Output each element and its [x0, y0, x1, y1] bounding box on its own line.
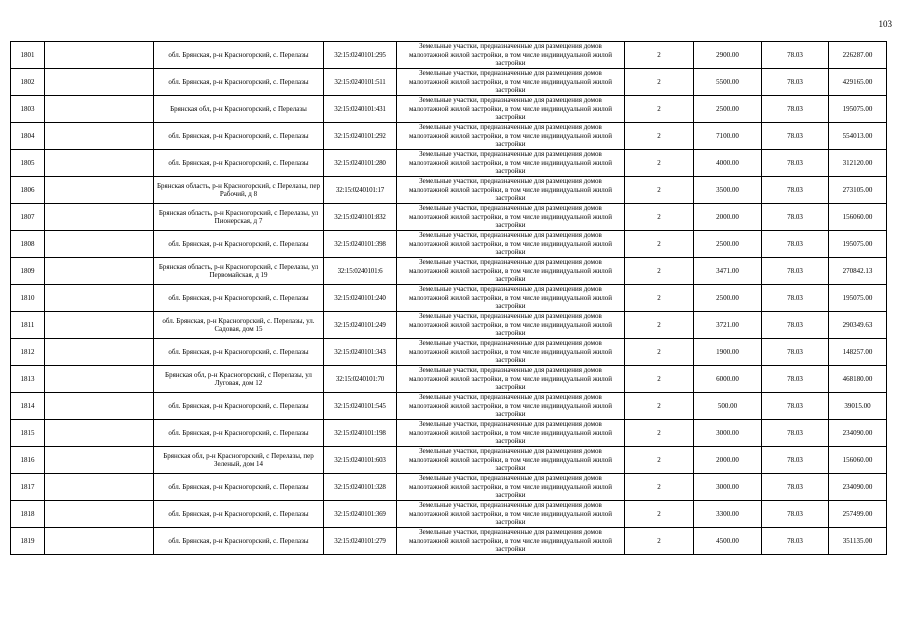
- address-cell: обл. Брянская, р-н Красногорский, с. Перелазы, ул. Садовая, дом 15: [154, 312, 324, 339]
- cadastral-value-cell: 273105.00: [829, 177, 887, 204]
- row-number-cell: 1808: [11, 231, 45, 258]
- cadastral-value-cell: 39015.00: [829, 393, 887, 420]
- row-number-cell: 1816: [11, 447, 45, 474]
- land-use-description-cell: Земельные участки, предназначенные для размещения домов малоэтажной жилой застройки, в том числе индивидуальной жилой застройки: [397, 366, 625, 393]
- rate-cell: 78.03: [762, 204, 829, 231]
- area-cell: 1900.00: [694, 339, 762, 366]
- empty-cell: [45, 42, 154, 69]
- land-use-description-cell: Земельные участки, предназначенные для размещения домов малоэтажной жилой застройки, в том числе индивидуальной жилой застройки: [397, 42, 625, 69]
- table-row: [11, 393, 887, 420]
- cadastral-value-cell: 195075.00: [829, 96, 887, 123]
- address-cell: обл. Брянская, р-н Красногорский, с. Перелазы: [154, 123, 324, 150]
- category-code-cell: 2: [625, 447, 694, 474]
- table-row: [11, 366, 887, 393]
- cadastral-number-cell: 32:15:0240101:343: [324, 339, 397, 366]
- category-code-cell: 2: [625, 69, 694, 96]
- cadastral-number-cell: 32:15:0240101:369: [324, 501, 397, 528]
- cadastral-value-cell: 148257.00: [829, 339, 887, 366]
- category-code-cell: 2: [625, 366, 694, 393]
- rate-cell: 78.03: [762, 474, 829, 501]
- land-use-description-cell: Земельные участки, предназначенные для размещения домов малоэтажной жилой застройки, в том числе индивидуальной жилой застройки: [397, 96, 625, 123]
- empty-cell: [45, 474, 154, 501]
- category-code-cell: 2: [625, 231, 694, 258]
- row-number-cell: 1801: [11, 42, 45, 69]
- cadastral-value-cell: 429165.00: [829, 69, 887, 96]
- area-cell: 3500.00: [694, 177, 762, 204]
- row-number-cell: 1805: [11, 150, 45, 177]
- row-number-cell: 1814: [11, 393, 45, 420]
- table-row: [11, 204, 887, 231]
- rate-cell: 78.03: [762, 123, 829, 150]
- area-cell: 6000.00: [694, 366, 762, 393]
- cadastral-value-cell: 156060.00: [829, 204, 887, 231]
- address-cell: Брянская область, р-н Красногорский, с Перелазы, ул Пионерская, д 7: [154, 204, 324, 231]
- cadastral-value-cell: 195075.00: [829, 285, 887, 312]
- empty-cell: [45, 96, 154, 123]
- row-number-cell: 1810: [11, 285, 45, 312]
- category-code-cell: 2: [625, 501, 694, 528]
- empty-cell: [45, 258, 154, 285]
- address-cell: обл. Брянская, р-н Красногорский, с. Перелазы: [154, 339, 324, 366]
- empty-cell: [45, 528, 154, 555]
- category-code-cell: 2: [625, 312, 694, 339]
- land-use-description-cell: Земельные участки, предназначенные для размещения домов малоэтажной жилой застройки, в том числе индивидуальной жилой застройки: [397, 339, 625, 366]
- empty-cell: [45, 123, 154, 150]
- table-row: [11, 474, 887, 501]
- land-use-description-cell: Земельные участки, предназначенные для размещения домов малоэтажной жилой застройки, в том числе индивидуальной жилой застройки: [397, 150, 625, 177]
- area-cell: 3300.00: [694, 501, 762, 528]
- cadastral-value-cell: 290349.63: [829, 312, 887, 339]
- cadastral-value-cell: 270842.13: [829, 258, 887, 285]
- area-cell: 2000.00: [694, 447, 762, 474]
- cadastral-number-cell: 32:15:0240101:832: [324, 204, 397, 231]
- empty-cell: [45, 420, 154, 447]
- category-code-cell: 2: [625, 123, 694, 150]
- row-number-cell: 1803: [11, 96, 45, 123]
- address-cell: Брянская область, р-н Красногорский, с Перелазы, ул Первомайская, д 19: [154, 258, 324, 285]
- table-row: [11, 339, 887, 366]
- table-row: [11, 420, 887, 447]
- cadastral-value-cell: 468180.00: [829, 366, 887, 393]
- row-number-cell: 1802: [11, 69, 45, 96]
- category-code-cell: 2: [625, 150, 694, 177]
- area-cell: 2500.00: [694, 231, 762, 258]
- address-cell: обл. Брянская, р-н Красногорский, с. Перелазы: [154, 393, 324, 420]
- rate-cell: 78.03: [762, 150, 829, 177]
- address-cell: Брянская область, р-н Красногорский, с Перелазы, пер Рабочий, д 8: [154, 177, 324, 204]
- category-code-cell: 2: [625, 204, 694, 231]
- category-code-cell: 2: [625, 528, 694, 555]
- cadastral-number-cell: 32:15:0240101:240: [324, 285, 397, 312]
- land-use-description-cell: Земельные участки, предназначенные для размещения домов малоэтажной жилой застройки, в том числе индивидуальной жилой застройки: [397, 177, 625, 204]
- cadastral-number-cell: 32:15:0240101:70: [324, 366, 397, 393]
- address-cell: Брянская обл, р-н Красногорский, с Перелазы: [154, 96, 324, 123]
- empty-cell: [45, 447, 154, 474]
- area-cell: 2500.00: [694, 285, 762, 312]
- address-cell: обл. Брянская, р-н Красногорский, с. Перелазы: [154, 42, 324, 69]
- cadastral-value-cell: 351135.00: [829, 528, 887, 555]
- rate-cell: 78.03: [762, 69, 829, 96]
- rate-cell: 78.03: [762, 258, 829, 285]
- category-code-cell: 2: [625, 96, 694, 123]
- land-use-description-cell: Земельные участки, предназначенные для размещения домов малоэтажной жилой застройки, в том числе индивидуальной жилой застройки: [397, 312, 625, 339]
- area-cell: 3721.00: [694, 312, 762, 339]
- table-row: [11, 150, 887, 177]
- row-number-cell: 1813: [11, 366, 45, 393]
- table-row: [11, 231, 887, 258]
- area-cell: 5500.00: [694, 69, 762, 96]
- address-cell: обл. Брянская, р-н Красногорский, с. Перелазы: [154, 420, 324, 447]
- cadastral-value-cell: 554013.00: [829, 123, 887, 150]
- cadastral-number-cell: 32:15:0240101:6: [324, 258, 397, 285]
- land-use-description-cell: Земельные участки, предназначенные для размещения домов малоэтажной жилой застройки, в том числе индивидуальной жилой застройки: [397, 393, 625, 420]
- category-code-cell: 2: [625, 474, 694, 501]
- rate-cell: 78.03: [762, 366, 829, 393]
- category-code-cell: 2: [625, 258, 694, 285]
- address-cell: обл. Брянская, р-н Красногорский, с. Перелазы: [154, 231, 324, 258]
- area-cell: 500.00: [694, 393, 762, 420]
- category-code-cell: 2: [625, 177, 694, 204]
- empty-cell: [45, 177, 154, 204]
- cadastral-value-cell: 312120.00: [829, 150, 887, 177]
- land-use-description-cell: Земельные участки, предназначенные для размещения домов малоэтажной жилой застройки, в том числе индивидуальной жилой застройки: [397, 231, 625, 258]
- empty-cell: [45, 339, 154, 366]
- area-cell: 2500.00: [694, 96, 762, 123]
- row-number-cell: 1806: [11, 177, 45, 204]
- area-cell: 4000.00: [694, 150, 762, 177]
- empty-cell: [45, 501, 154, 528]
- row-number-cell: 1812: [11, 339, 45, 366]
- cadastral-number-cell: 32:15:0240101:295: [324, 42, 397, 69]
- table-row: [11, 42, 887, 69]
- empty-cell: [45, 204, 154, 231]
- area-cell: 3000.00: [694, 474, 762, 501]
- rate-cell: 78.03: [762, 96, 829, 123]
- cadastral-value-cell: 234090.00: [829, 420, 887, 447]
- empty-cell: [45, 231, 154, 258]
- area-cell: 3000.00: [694, 420, 762, 447]
- cadastral-number-cell: 32:15:0240101:292: [324, 123, 397, 150]
- land-use-description-cell: Земельные участки, предназначенные для размещения домов малоэтажной жилой застройки, в том числе индивидуальной жилой застройки: [397, 285, 625, 312]
- cadastral-number-cell: 32:15:0240101:198: [324, 420, 397, 447]
- row-number-cell: 1815: [11, 420, 45, 447]
- cadastral-number-cell: 32:15:0240101:17: [324, 177, 397, 204]
- table-row: [11, 177, 887, 204]
- rate-cell: 78.03: [762, 231, 829, 258]
- row-number-cell: 1804: [11, 123, 45, 150]
- row-number-cell: 1818: [11, 501, 45, 528]
- land-plots-table: [10, 41, 887, 555]
- rate-cell: 78.03: [762, 339, 829, 366]
- cadastral-value-cell: 226287.00: [829, 42, 887, 69]
- cadastral-number-cell: 32:15:0240101:603: [324, 447, 397, 474]
- empty-cell: [45, 285, 154, 312]
- address-cell: обл. Брянская, р-н Красногорский, с. Перелазы: [154, 474, 324, 501]
- category-code-cell: 2: [625, 339, 694, 366]
- category-code-cell: 2: [625, 393, 694, 420]
- land-use-description-cell: Земельные участки, предназначенные для размещения домов малоэтажной жилой застройки, в том числе индивидуальной жилой застройки: [397, 69, 625, 96]
- address-cell: обл. Брянская, р-н Красногорский, с. Перелазы: [154, 501, 324, 528]
- land-use-description-cell: Земельные участки, предназначенные для размещения домов малоэтажной жилой застройки, в том числе индивидуальной жилой застройки: [397, 258, 625, 285]
- empty-cell: [45, 69, 154, 96]
- cadastral-number-cell: 32:15:0240101:398: [324, 231, 397, 258]
- table-row: [11, 312, 887, 339]
- row-number-cell: 1817: [11, 474, 45, 501]
- row-number-cell: 1807: [11, 204, 45, 231]
- land-use-description-cell: Земельные участки, предназначенные для размещения домов малоэтажной жилой застройки, в том числе индивидуальной жилой застройки: [397, 204, 625, 231]
- rate-cell: 78.03: [762, 177, 829, 204]
- area-cell: 7100.00: [694, 123, 762, 150]
- rate-cell: 78.03: [762, 42, 829, 69]
- table-body: [11, 42, 887, 555]
- row-number-cell: 1811: [11, 312, 45, 339]
- address-cell: обл. Брянская, р-н Красногорский, с. Перелазы: [154, 528, 324, 555]
- land-use-description-cell: Земельные участки, предназначенные для размещения домов малоэтажной жилой застройки, в том числе индивидуальной жилой застройки: [397, 123, 625, 150]
- table-row: [11, 69, 887, 96]
- rate-cell: 78.03: [762, 285, 829, 312]
- category-code-cell: 2: [625, 42, 694, 69]
- rate-cell: 78.03: [762, 393, 829, 420]
- address-cell: обл. Брянская, р-н Красногорский, с. Перелазы: [154, 69, 324, 96]
- table-row: [11, 123, 887, 150]
- land-use-description-cell: Земельные участки, предназначенные для размещения домов малоэтажной жилой застройки, в том числе индивидуальной жилой застройки: [397, 528, 625, 555]
- land-use-description-cell: Земельные участки, предназначенные для размещения домов малоэтажной жилой застройки, в том числе индивидуальной жилой застройки: [397, 420, 625, 447]
- rate-cell: 78.03: [762, 447, 829, 474]
- table-row: [11, 285, 887, 312]
- table-row: [11, 447, 887, 474]
- rate-cell: 78.03: [762, 501, 829, 528]
- cadastral-number-cell: 32:15:0240101:249: [324, 312, 397, 339]
- land-use-description-cell: Земельные участки, предназначенные для размещения домов малоэтажной жилой застройки, в том числе индивидуальной жилой застройки: [397, 501, 625, 528]
- row-number-cell: 1809: [11, 258, 45, 285]
- land-use-description-cell: Земельные участки, предназначенные для размещения домов малоэтажной жилой застройки, в том числе индивидуальной жилой застройки: [397, 447, 625, 474]
- empty-cell: [45, 312, 154, 339]
- page-number: 103: [878, 19, 892, 29]
- cadastral-number-cell: 32:15:0240101:511: [324, 69, 397, 96]
- empty-cell: [45, 366, 154, 393]
- area-cell: 3471.00: [694, 258, 762, 285]
- category-code-cell: 2: [625, 285, 694, 312]
- land-use-description-cell: Земельные участки, предназначенные для размещения домов малоэтажной жилой застройки, в том числе индивидуальной жилой застройки: [397, 474, 625, 501]
- table-row: [11, 258, 887, 285]
- area-cell: 2000.00: [694, 204, 762, 231]
- cadastral-value-cell: 234090.00: [829, 474, 887, 501]
- cadastral-value-cell: 257499.00: [829, 501, 887, 528]
- cadastral-number-cell: 32:15:0240101:545: [324, 393, 397, 420]
- cadastral-number-cell: 32:15:0240101:328: [324, 474, 397, 501]
- cadastral-value-cell: 156060.00: [829, 447, 887, 474]
- empty-cell: [45, 150, 154, 177]
- area-cell: 2900.00: [694, 42, 762, 69]
- table-row: [11, 96, 887, 123]
- address-cell: обл. Брянская, р-н Красногорский, с. Перелазы: [154, 285, 324, 312]
- cadastral-value-cell: 195075.00: [829, 231, 887, 258]
- address-cell: обл. Брянская, р-н Красногорский, с. Перелазы: [154, 150, 324, 177]
- table-row: [11, 501, 887, 528]
- rate-cell: 78.03: [762, 312, 829, 339]
- cadastral-number-cell: 32:15:0240101:280: [324, 150, 397, 177]
- address-cell: Брянская обл, р-н Красногорский, с Перелазы, пер Зеленый, дом 14: [154, 447, 324, 474]
- area-cell: 4500.00: [694, 528, 762, 555]
- empty-cell: [45, 393, 154, 420]
- address-cell: Брянская обл, р-н Красногорский, с Перелазы, ул Луговая, дом 12: [154, 366, 324, 393]
- row-number-cell: 1819: [11, 528, 45, 555]
- rate-cell: 78.03: [762, 528, 829, 555]
- cadastral-number-cell: 32:15:0240101:431: [324, 96, 397, 123]
- rate-cell: 78.03: [762, 420, 829, 447]
- cadastral-number-cell: 32:15:0240101:279: [324, 528, 397, 555]
- table-row: [11, 528, 887, 555]
- category-code-cell: 2: [625, 420, 694, 447]
